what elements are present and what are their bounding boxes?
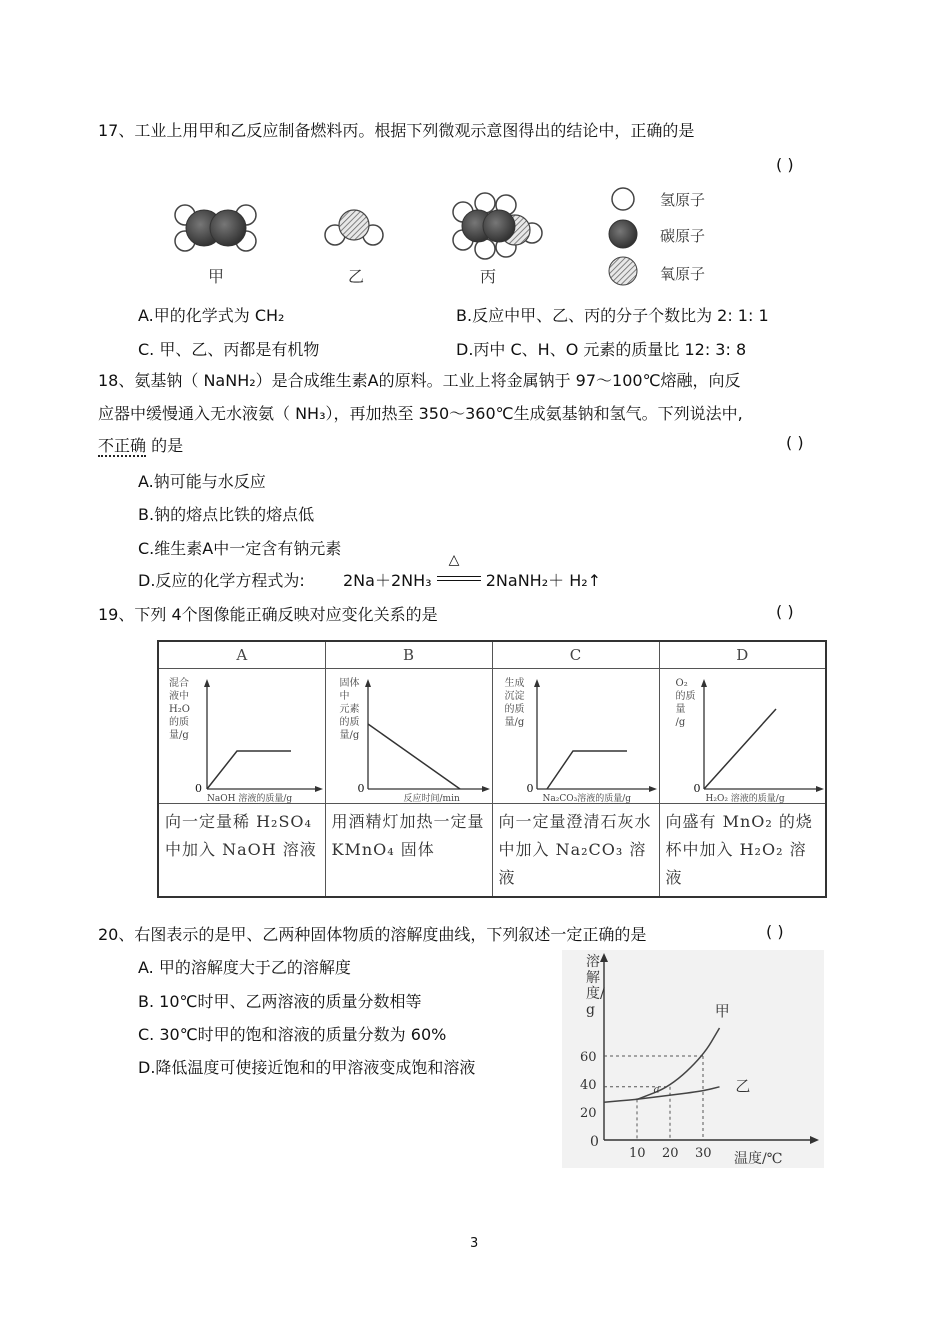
q19-answer-paren: ( ) (776, 602, 794, 621)
label-jia: 甲 (208, 267, 225, 286)
q19-b-xlabel: 反应时间/min (403, 794, 460, 804)
q18-option-a: A.钠可能与水反应 (138, 472, 266, 491)
q17-option-c: C. 甲、乙、丙都是有机物 (138, 340, 320, 359)
q18-stem-line1: 18、氨基钠（ NaNH₂）是合成维生素A的原料。工业上将金属钠于 97～100℃熔融，向反 (98, 371, 741, 390)
q19-desc-b: 用酒精灯加热一定量 KMnO₄ 固体 (325, 804, 492, 898)
equation-lhs: 2Na＋2NH₃ (343, 571, 432, 590)
series-jia-curve (637, 1028, 720, 1099)
y-tick-label: 60 (580, 1050, 597, 1065)
x-axis-arrow-icon (810, 1136, 819, 1144)
q19-plot-a: 混合 液中 H₂O 的质 量/g 0 NaOH 溶液的质量/g (158, 669, 325, 804)
q17-option-d: D.丙中 C、H、O 元素的质量比 12: 3: 8 (456, 340, 747, 359)
q19-graph-table (157, 640, 827, 898)
q19-header-a: A (158, 641, 325, 669)
equation-arrow (437, 552, 481, 586)
label-bing: 丙 (480, 267, 497, 286)
label-yi: 乙 (348, 267, 365, 286)
q19-desc-d: 向盛有 MnO₂ 的烧杯中加入 H₂O₂ 溶液 (659, 804, 826, 898)
q19-plot-c: 生成 沉淀 的质 量/g 0 Na₂CO₃溶液的质量/g (492, 669, 659, 804)
q20-option-a: A. 甲的溶解度大于乙的溶解度 (138, 958, 351, 977)
oxygen-atom-icon (609, 257, 637, 285)
x-tick-label: 30 (695, 1146, 712, 1161)
q19-header-c: C (492, 641, 659, 669)
x-tick-label: 10 (629, 1146, 646, 1161)
y-tick-label: 40 (580, 1078, 597, 1093)
q19-b-curve (368, 724, 460, 789)
series-jia-label: 甲 (714, 1002, 730, 1020)
q20-answer-paren: ( ) (766, 922, 784, 941)
q19-c-curve (547, 751, 627, 789)
q19-header-d: D (659, 641, 826, 669)
q17-option-a: A.甲的化学式为 CH₂ (138, 306, 285, 325)
q18-option-d: D.反应的化学方程式为: 2Na＋2NH₃ △ 2NaNH₂＋ H₂↑ (138, 552, 602, 590)
chart-xlabel: 温度/℃ (734, 1151, 783, 1167)
molecule-yi (325, 210, 383, 245)
q17-option-b: B.反应中甲、乙、丙的分子个数比为 2: 1: 1 (456, 306, 769, 325)
q18-option-c: C.维生素A中一定含有钠元素 (138, 539, 342, 558)
q20-option-c: C. 30℃时甲的饱和溶液的质量分数为 60% (138, 1025, 447, 1044)
legend-hydrogen: 氢原子 (660, 191, 706, 209)
q19-plot-d: O₂ 的质 量 /g 0 H₂O₂ 溶液的质量/g (659, 669, 826, 804)
q18-emphasis: 不正确 (98, 436, 147, 455)
q19-a-xlabel: NaOH 溶液的质量/g (207, 794, 293, 804)
q18-option-b: B.钠的熔点比铁的熔点低 (138, 505, 315, 524)
x-tick-label: 20 (662, 1146, 679, 1161)
q20-option-b: B. 10℃时甲、乙两溶液的质量分数相等 (138, 992, 422, 1011)
point-a-label: a (653, 1084, 660, 1096)
q19-desc-a: 向一定量稀 H₂SO₄ 中加入 NaOH 溶液 (158, 804, 325, 898)
legend-carbon: 碳原子 (660, 227, 706, 245)
chart-ylabel: 溶解度/g (586, 954, 605, 1018)
legend-oxygen: 氧原子 (660, 265, 706, 283)
molecule-bing (453, 193, 542, 259)
q17-stem: 17、工业上用甲和乙反应制备燃料丙。根据下列微观示意图得出的结论中，正确的是 (98, 121, 695, 140)
q19-a-curve (207, 751, 291, 789)
q19-d-curve (704, 709, 776, 789)
carbon-atom-icon (609, 220, 637, 248)
q19-header-b: B (325, 641, 492, 669)
y-tick-label: 20 (580, 1106, 597, 1121)
q20-option-d: D.降低温度可使接近饱和的甲溶液变成饱和溶液 (138, 1058, 476, 1077)
q18-stem-line3: 不正确 的是 (98, 436, 184, 455)
series-yi-label: 乙 (735, 1076, 751, 1095)
molecule-jia (175, 205, 256, 251)
equation-rhs: 2NaNH₂＋ H₂↑ (485, 571, 602, 590)
q19-d-xlabel: H₂O₂ 溶液的质量/g (705, 794, 785, 804)
page-number: 3 (470, 1236, 479, 1251)
q17-answer-paren: ( ) (776, 155, 794, 174)
origin-label: 0 (590, 1134, 599, 1150)
q18-answer-paren: ( ) (786, 433, 804, 452)
q20-stem: 20、右图表示的是甲、乙两种固体物质的溶解度曲线，下列叙述一定正确的是 (98, 925, 647, 944)
q19-desc-c: 向一定量澄清石灰水中加入 Na₂CO₃ 溶液 (492, 804, 659, 898)
q19-c-xlabel: Na₂CO₃溶液的质量/g (542, 794, 632, 804)
q19-stem: 19、下列 4个图像能正确反映对应变化关系的是 (98, 605, 438, 624)
hydrogen-atom-icon (612, 188, 634, 210)
q18-stem-line2: 应器中缓慢通入无水液氨（ NH₃），再加热至 350～360℃生成氨基钠和氢气。下列说法中, (98, 404, 743, 423)
heat-condition-icon: △ (448, 552, 460, 568)
q19-plot-b: 固体 中 元素 的质 量/g 0 反应时间/min (325, 669, 492, 804)
solubility-chart (562, 950, 824, 1168)
